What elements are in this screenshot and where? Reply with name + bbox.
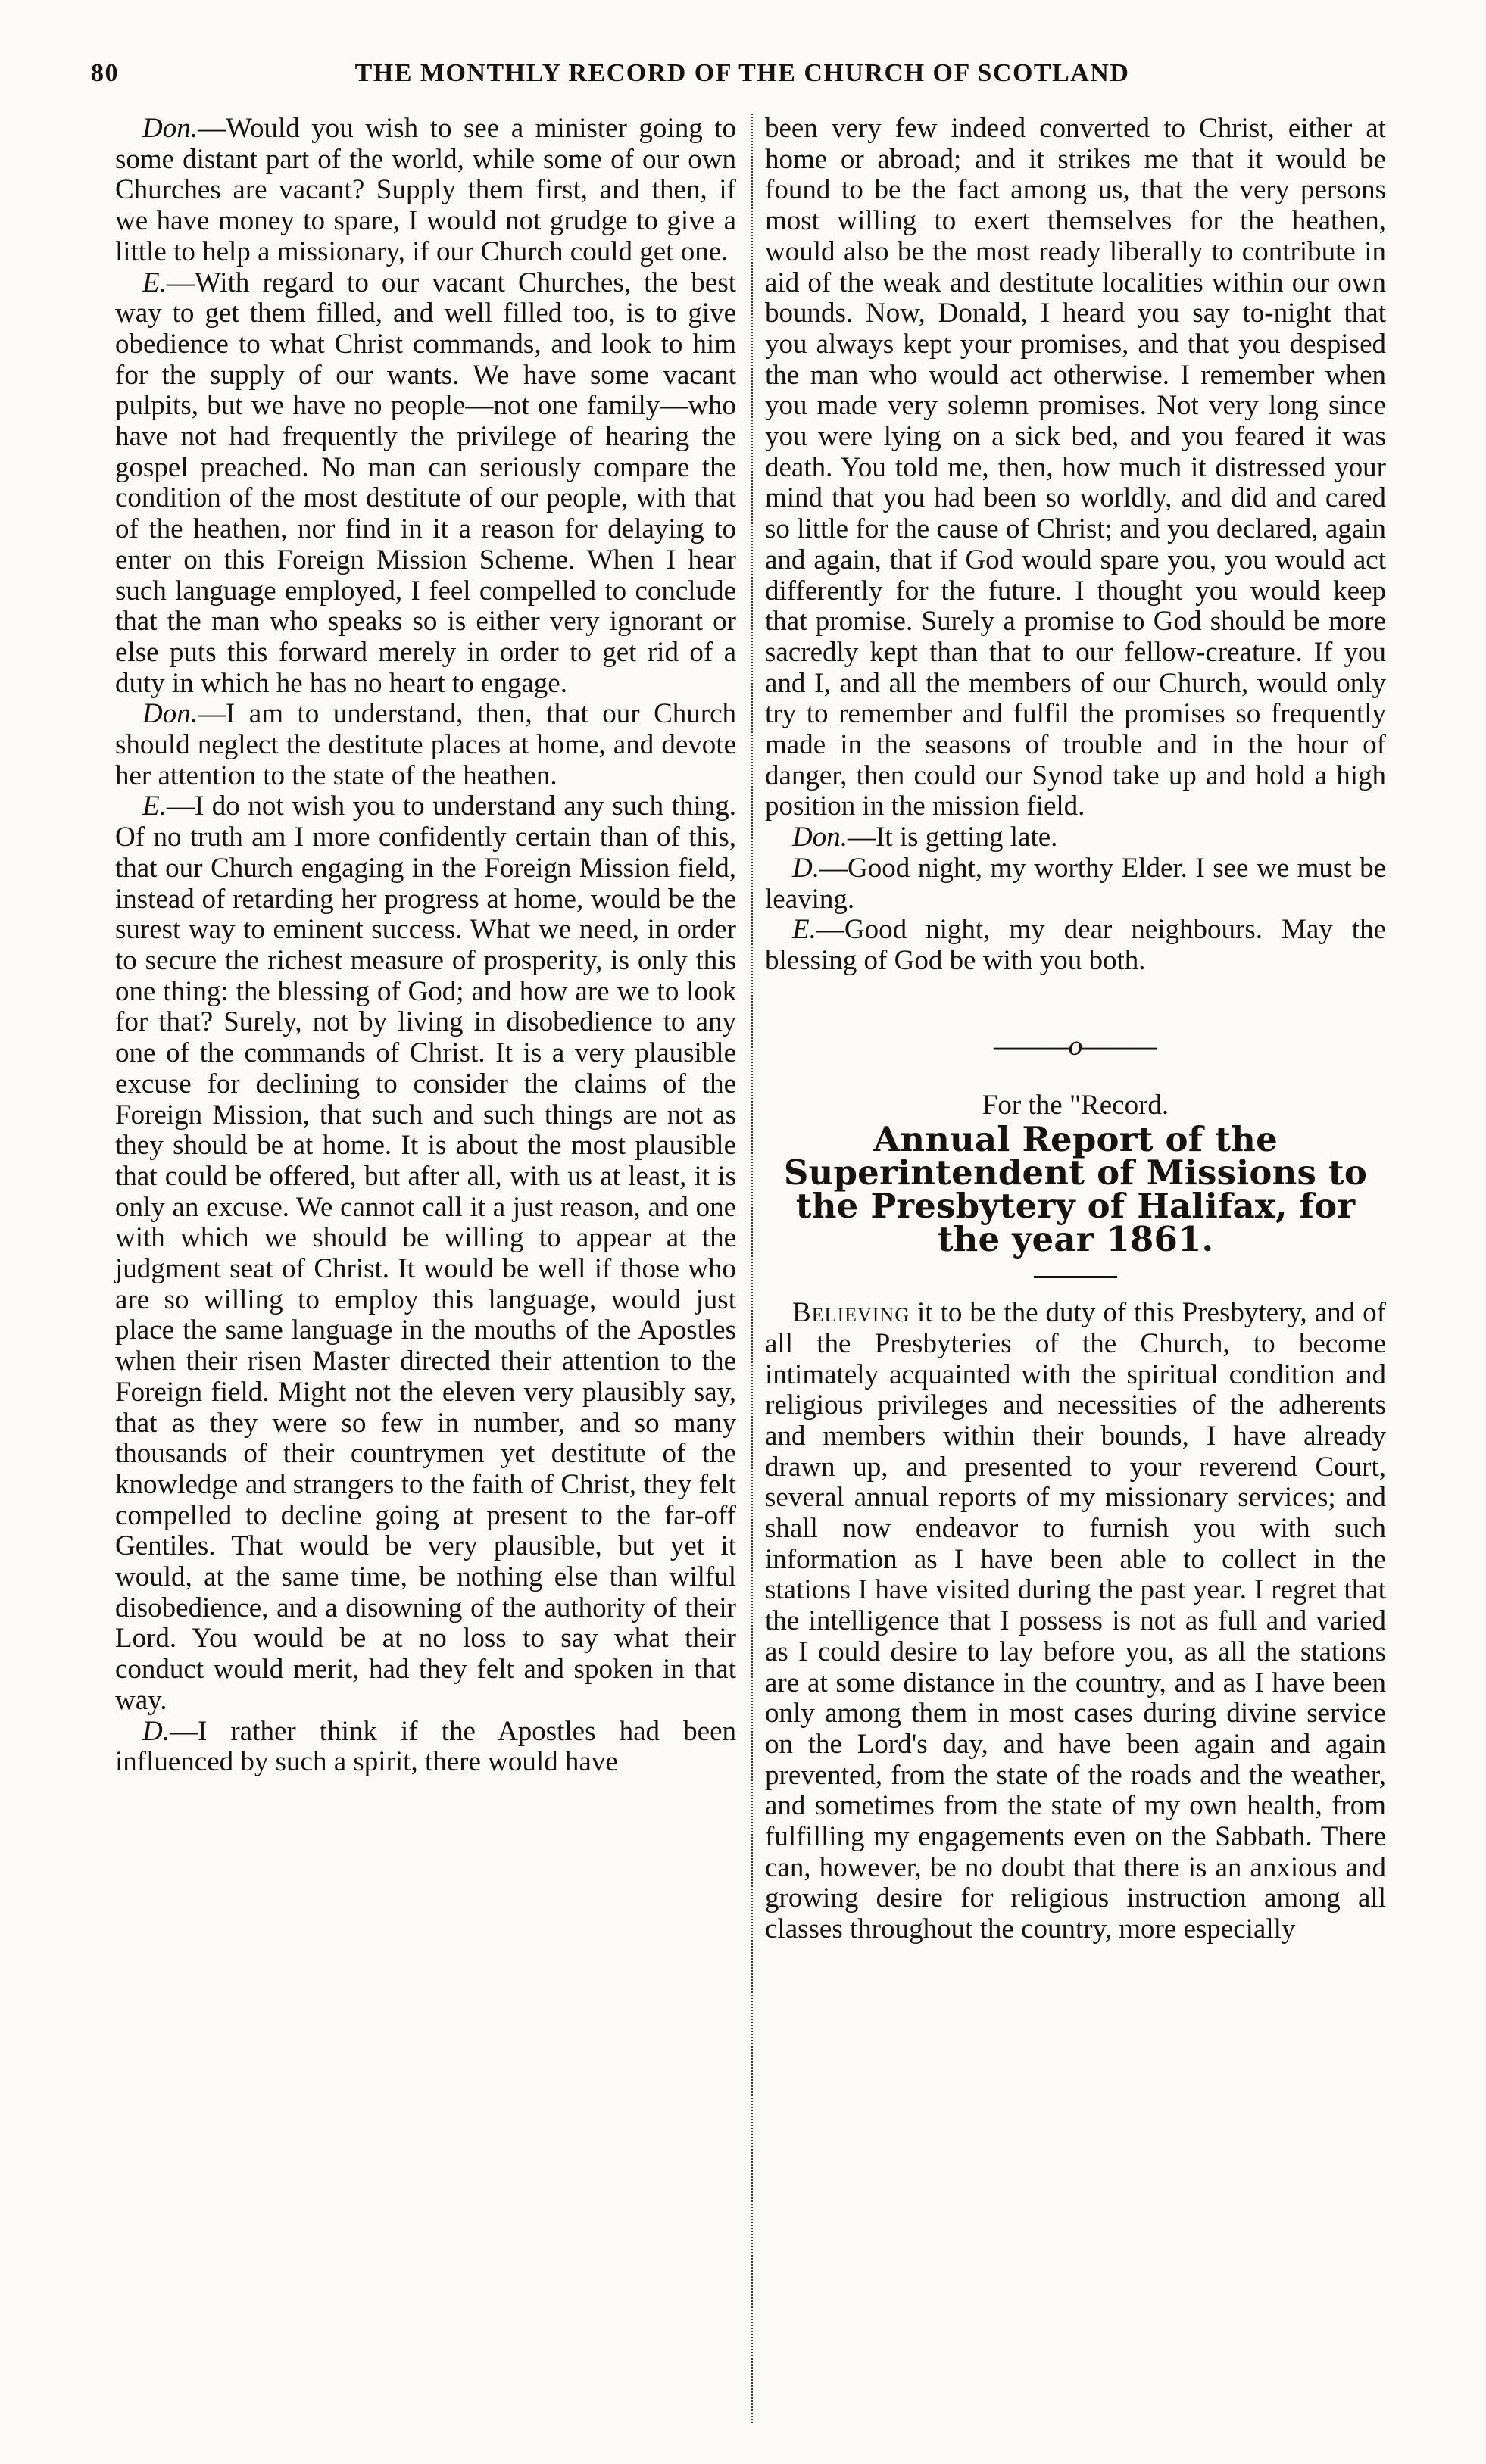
paragraph-text: —With regard to our vacant Churches, the best way to get them filled, and well filled too, is to give obedience to what Christ commands, and look to him for the supply of our wants. We have some vacant pulpits, but we have no people—not one family—who have not had frequently the privilege of hearing the gospel preached. No man can seriously compare the condition of the most destitute of our people, with that of the heathen, nor find in it a reason for delaying to enter on this Foreign Mission Scheme. When I hear such language employed, I feel compelled to conclude that the man who speaks so is either very ignorant or else puts this forward merely in order to get rid of a duty in which he has no heart to engage. <box>115 267 736 699</box>
dialogue-paragraph <box>115 791 736 1716</box>
report-body: it to be the duty of this Presbytery, and of all the Presbyteries of the Church, to become intimately acquainted with the spiritual condition and religious privileges and necessities of the adherents and members within their bounds, I have already drawn up, and presented to your reverend Court, several annual reports of my missionary services; and shall now endeavor to furnish you with such information as I have been able to collect in the stations I have visited during the past year. I regret that the intelligence that I possess is not as full and varied as I could desire to lay before you, as all the stations are at some distance in the country, and as I have been only among them in most cases during divine service on the Lord's day, and have been again and again prevented, from the state of the roads and the weather, and sometimes from the state of my own health, from fulfilling my engagements even on the Sabbath. There can, however, be no doubt that there is an anxious and growing desire for religious instruction among all classes throughout the country, more especially <box>765 1297 1386 1945</box>
dialogue-paragraph <box>115 268 736 700</box>
speaker-label: Don. <box>792 822 848 853</box>
report-paragraph <box>765 1298 1386 1945</box>
title-rule <box>1034 1276 1117 1278</box>
dialogue-paragraph <box>765 915 1386 976</box>
speaker-label: E. <box>142 267 167 298</box>
dialogue-paragraph <box>115 1717 736 1778</box>
left-column <box>115 114 736 1778</box>
speaker-label: Don. <box>142 113 198 144</box>
paragraph-text: —I am to understand, then, that our Church should neglect the destitute places at home, and devote her attention to the state of the heathen. <box>115 698 736 791</box>
report-title: Annual Report of the Superintendent of Missions to the Presbytery of Halifax, for the year 1861. <box>783 1119 1368 1260</box>
speaker-label: E. <box>142 791 167 822</box>
dialogue-paragraph <box>765 822 1386 853</box>
paragraph-text: —I do not wish you to understand any such thing. Of no truth am I more confidently certain than of this, that our Church engaging in the Foreign Mission field, instead of retarding her progress at home, would be the surest way to eminent success. What we need, in order to secure the richest measure of prosperity, is only this one thing: the blessing of God; and how are we to look for that? Surely, not by living in disobedience to any one of the commands of Christ. It is a very plausible excuse for declining to consider the claims of the Foreign Mission, that such and such things are not as they should be at home. It is about the most plausible that could be offered, but after all, with us at least, it is only an excuse. We cannot call it a just reason, and one with which we should be willing to appear at the judgment seat of Christ. It would be well if those who are so willing to employ this language, would just place the same language in the mouths of the Apostles when their risen Master directed their attention to the Foreign field. Might not the eleven very plausibly say, that as they were so few in number, and so many thousands of their countrymen yet destitute of the knowledge and strangers to the faith of Christ, they felt compelled to decline going at present to the far-off Gentiles. That would be very plausible, but yet it would, at the same time, be nothing else than wilful disobedience, and a disowning of the authority of their Lord. You would be at no loss to say what their conduct would merit, had they felt and spoken in that way. <box>115 791 736 1716</box>
speaker-label: Don. <box>142 698 198 730</box>
journal-title: THE MONTHLY RECORD OF THE CHURCH OF SCOTLAND <box>354 59 1130 87</box>
speaker-label: D. <box>142 1715 170 1747</box>
speaker-label: D. <box>792 852 819 884</box>
for-record-line: For the "Record. <box>982 1090 1169 1121</box>
running-header <box>91 59 1394 94</box>
paragraph-text: —It is getting late. <box>847 822 1058 853</box>
paragraph-text: —I rather think if the Apostles had been influenced by such a spirit, there would have <box>115 1715 736 1778</box>
dialogue-paragraph <box>115 699 736 791</box>
paragraph-text: —Would you wish to see a minister going to some distant part of the world, while some of our own Churches are vacant? Supply them first, and then, if we have money to spare, I would not grudge to give a little to help a missionary, if our Church could get one. <box>115 113 736 267</box>
right-column <box>765 114 1386 1945</box>
continued-paragraph: been very few indeed converted to Christ, either at home or abroad; and it strikes me that it would be found to be the fact among us, that the very persons most willing to exert themselves for the heathen, would also be the most ready liberally to contribute in aid of the weak and destitute localities within our own bounds. Now, Donald, I heard you say to-night that you always kept your promises, and that you despised the man who would act otherwise. I remember when you made very solemn promises. Not very long since you were lying on a sick bed, and you feared it was death. You told me, then, how much it distressed your mind that you had been so worldly, and did and cared so little for the cause of Christ; and you declared, again and again, that if God would spare you, you would act differently for the future. I thought you would keep that promise. Surely a promise to God should be more sacredly kept than that to our fellow-creature. If you and I, and all the members of our Church, would only try to remember and fulfil the promises so frequently made in the seasons of trouble and in the hour of danger, then could our Synod take up and hold a high position in the mission field. <box>765 113 1386 822</box>
column-divider <box>751 114 753 2423</box>
dialogue-paragraph <box>765 853 1386 915</box>
section-divider: ———o——— <box>994 1030 1157 1062</box>
dialogue-paragraph <box>115 114 736 268</box>
speaker-label: E. <box>792 914 816 946</box>
paragraph-text: —Good night, my dear neighbours. May the blessing of God be with you both. <box>765 914 1386 976</box>
page-number: 80 <box>91 59 119 87</box>
paragraph-text: —Good night, my worthy Elder. I see we must be leaving. <box>765 852 1386 915</box>
opening-word: Believing <box>792 1297 910 1329</box>
